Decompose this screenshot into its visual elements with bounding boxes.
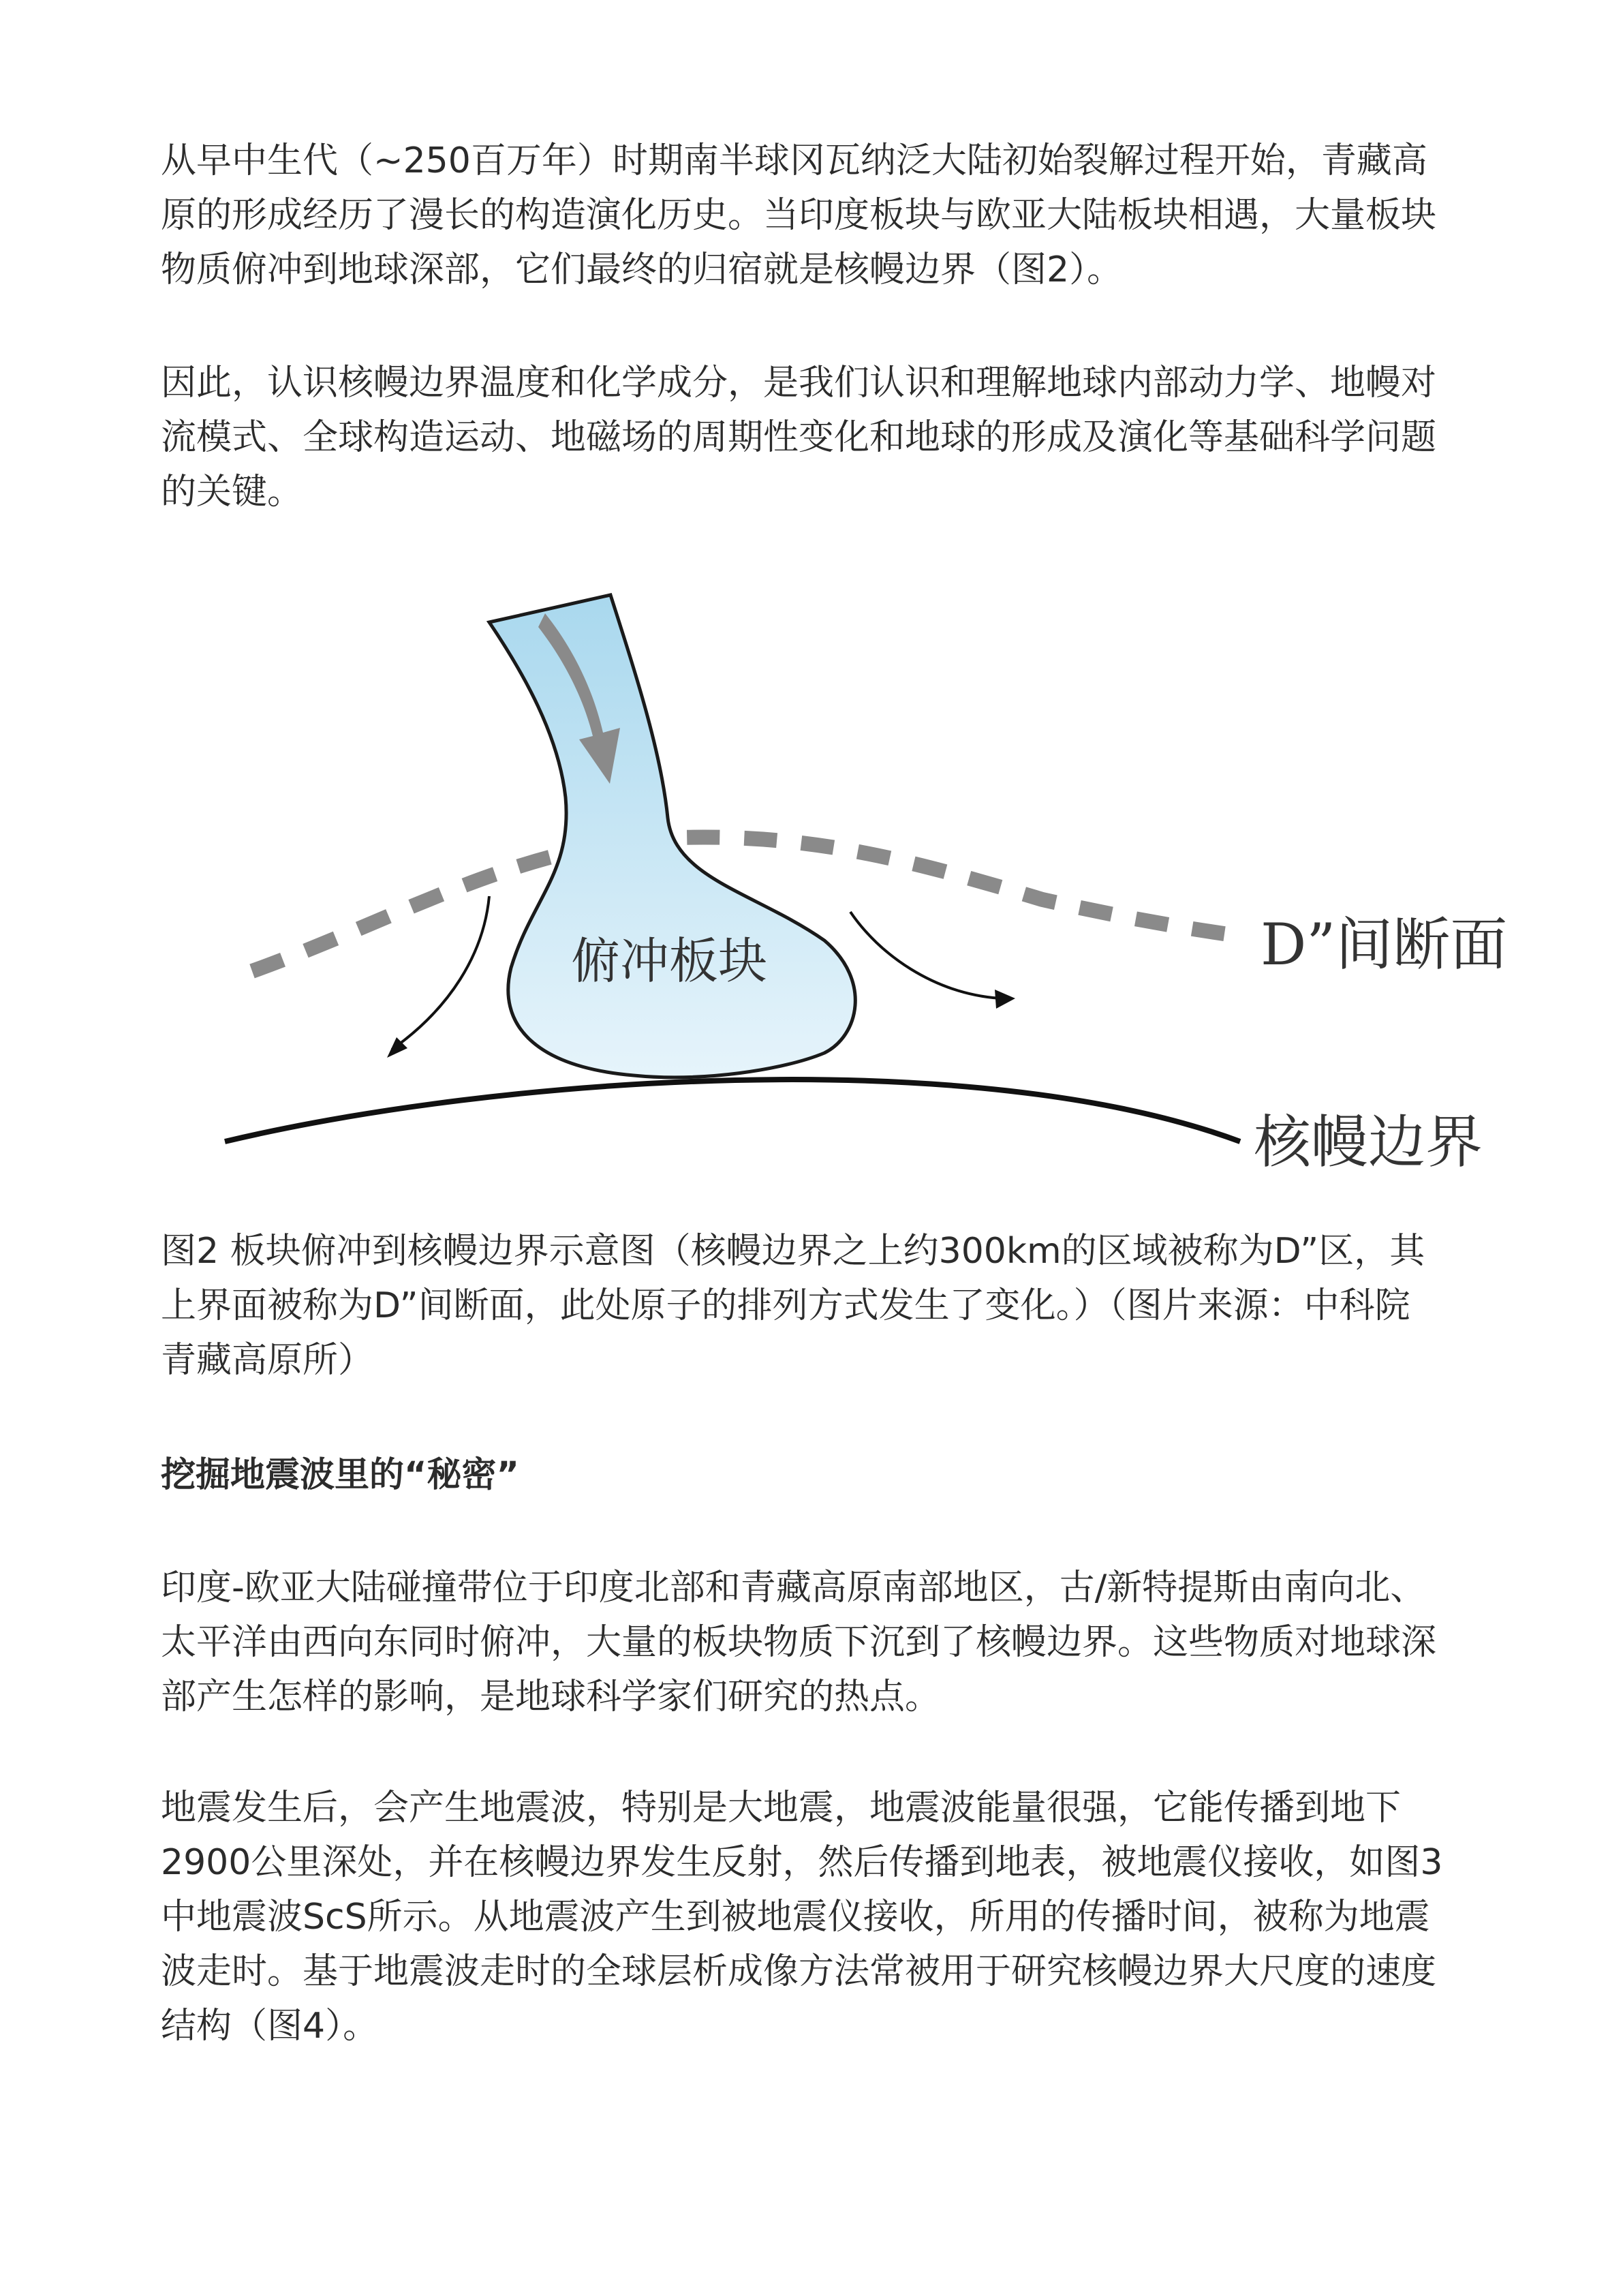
caption-line: 图2 板块俯冲到核幔边界示意图（核幔边界之上约300km的区域被称为D”区，其	[161, 1231, 1425, 1272]
paragraph-intro	[161, 134, 1483, 297]
section-heading: 挖掘地震波里的“秘密”	[161, 1455, 520, 1495]
paragraph-line: 中地震波ScS所示。从地震波产生到被地震仪接收，所用的传播时间，被称为地震	[161, 1897, 1430, 1938]
caption-line: 上界面被称为D”间断面，此处原子的排列方式发生了变化。）（图片来源：中科院	[161, 1285, 1410, 1326]
paragraph-line: 流模式、全球构造运动、地磁场的周期性变化和地球的形成及演化等基础科学问题	[161, 417, 1437, 458]
right-flow-arrowhead	[995, 990, 1015, 1009]
core-mantle-boundary-line	[225, 1080, 1240, 1142]
paragraph-line: 印度-欧亚大陆碰撞带位于印度北部和青藏高原南部地区，古/新特提斯由南向北、	[161, 1567, 1426, 1608]
paragraph-line: 因此，认识核幔边界温度和化学成分，是我们认识和理解地球内部动力学、地幔对	[161, 363, 1437, 403]
paragraph-line: 波走时。基于地震波走时的全球层析成像方法常被用于研究核幔边界大尺度的速度	[161, 1951, 1437, 1992]
paragraph-line: 太平洋由西向东同时俯冲，大量的板块物质下沉到了核幔边界。这些物质对地球深	[161, 1622, 1437, 1663]
paragraph-line: 地震发生后，会产生地震波，特别是大地震，地震波能量很强，它能传播到地下	[161, 1788, 1402, 1828]
paragraph-line: 部产生怎样的影响，是地球科学家们研究的热点。	[161, 1677, 941, 1717]
subduction-diagram	[225, 586, 1508, 1199]
paragraph-collision-zone	[161, 1561, 1483, 1724]
cmb-label: 核幔边界	[1254, 1109, 1483, 1176]
subducting-slab	[489, 595, 855, 1077]
paragraph-line: 原的形成经历了漫长的构造演化历史。当印度板块与欧亚大陆板块相遇，大量板块	[161, 195, 1437, 236]
left-flow-arrow	[392, 896, 489, 1050]
d-double-prime-label: D”间断面	[1261, 911, 1508, 978]
right-flow-arrow	[850, 912, 1000, 998]
paragraph-line: 结构（图4）。	[161, 2006, 379, 2047]
paragraph-line: 物质俯冲到地球深部，它们最终的归宿就是核幔边界（图2）。	[161, 249, 1123, 290]
caption-line: 青藏高原所）	[161, 1340, 374, 1381]
paragraph-line: 2900公里深处，并在核幔边界发生反射，然后传播到地表，被地震仪接收，如图3	[161, 1842, 1443, 1883]
paragraph-seismic-waves	[161, 1781, 1483, 2053]
paragraph-line: 的关键。	[161, 472, 303, 512]
paragraph-line: 从早中生代（~250百万年）时期南半球冈瓦纳泛大陆初始裂解过程开始，青藏高	[161, 140, 1427, 181]
figure-caption	[161, 1224, 1483, 1388]
paragraph-significance	[161, 356, 1483, 519]
slab-label: 俯冲板块	[570, 932, 768, 990]
